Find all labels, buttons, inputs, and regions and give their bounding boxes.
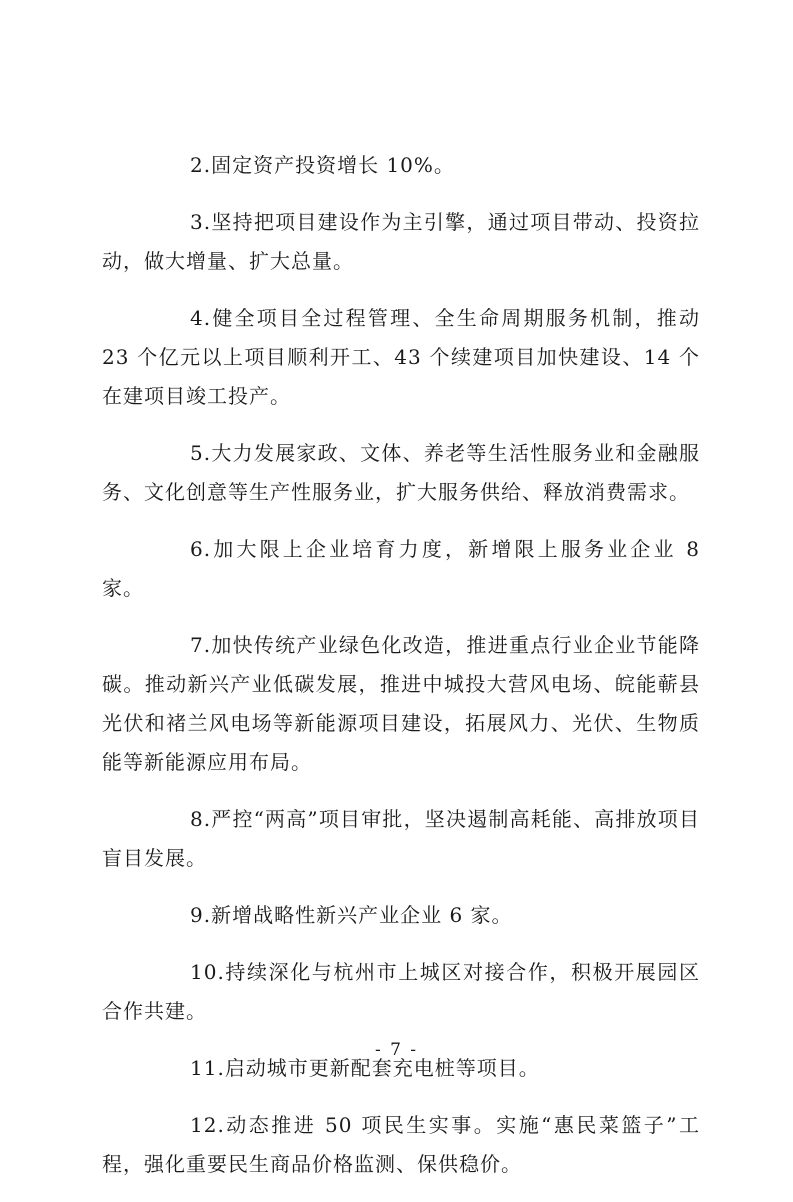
item-number: 12. bbox=[190, 1113, 225, 1137]
item-text: 加快传统产业绿色化改造，推进重点行业企业节能降碳。推动新兴产业低碳发展，推进中城投大营风电场、皖能蕲县光伏和褚兰风电场等新能源项目建设，拓展风力、光伏、生物质能等新能源应用布局。 bbox=[102, 633, 700, 774]
item-text: 健全项目全过程管理、全生命周期服务机制，推动 23 个亿元以上项目顺利开工、43 个续建项目加快建设、14 个在建项目竣工投产。 bbox=[102, 306, 700, 408]
list-item bbox=[102, 434, 700, 512]
item-number: 8. bbox=[190, 807, 212, 831]
list-item bbox=[102, 896, 700, 935]
item-number: 9. bbox=[190, 903, 212, 927]
item-text: 加大限上企业培育力度，新增限上服务业企业 8 家。 bbox=[102, 537, 700, 600]
list-item bbox=[102, 146, 700, 185]
item-text: 持续深化与杭州市上城区对接合作，积极开展园区合作共建。 bbox=[102, 960, 700, 1023]
item-text: 坚持把项目建设作为主引擎，通过项目带动、投资拉动，做大增量、扩大总量。 bbox=[102, 210, 700, 273]
list-item bbox=[102, 530, 700, 608]
item-number: 3. bbox=[190, 210, 212, 234]
item-text: 严控“两高”项目审批，坚决遏制高耗能、高排放项目盲目发展。 bbox=[102, 807, 700, 870]
item-number: 2. bbox=[190, 153, 212, 177]
list-item bbox=[102, 1106, 700, 1184]
list-item bbox=[102, 953, 700, 1031]
item-number: 6. bbox=[190, 537, 212, 561]
item-number: 10. bbox=[190, 960, 225, 984]
item-number: 5. bbox=[190, 441, 212, 465]
item-number: 7. bbox=[190, 633, 212, 657]
item-text: 动态推进 50 项民生实事。实施“惠民菜篮子”工程，强化重要民生商品价格监测、保供稳价。 bbox=[102, 1113, 700, 1176]
page-number: - 7 - bbox=[374, 1040, 419, 1060]
item-number: 11. bbox=[190, 1056, 225, 1080]
list-item bbox=[102, 626, 700, 782]
item-number: 4. bbox=[190, 306, 212, 330]
list-item bbox=[102, 800, 700, 878]
list-item bbox=[102, 299, 700, 416]
item-text: 启动城市更新配套充电桩等项目。 bbox=[224, 1056, 540, 1080]
item-text: 大力发展家政、文体、养老等生活性服务业和金融服务、文化创意等生产性服务业，扩大服务供给、释放消费需求。 bbox=[102, 441, 700, 504]
item-text: 固定资产投资增长 10%。 bbox=[211, 153, 455, 177]
item-text: 新增战略性新兴产业企业 6 家。 bbox=[211, 903, 513, 927]
list-item bbox=[102, 203, 700, 281]
